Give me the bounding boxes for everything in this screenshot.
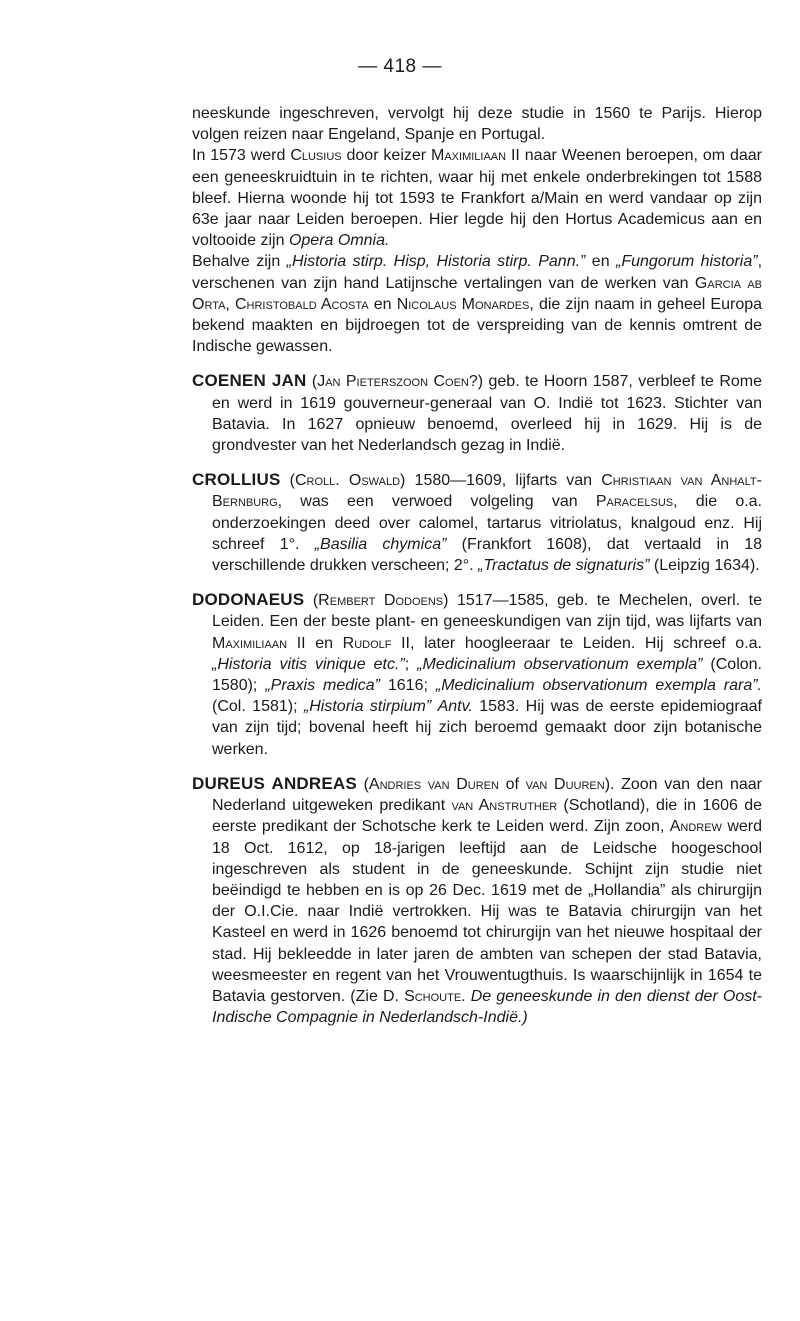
text-segment: ( bbox=[304, 592, 319, 610]
text-segment: ). Zoon van den naar Nederland uitgeweken predikant bbox=[212, 775, 762, 815]
text-segment: (Frankfort 1608), dat vertaald in 18 verschillende drukken verscheen; 2°. bbox=[212, 535, 762, 575]
book-title: „Tractatus de signaturis” bbox=[478, 557, 650, 575]
book-title: De geneeskunde in den dienst der Oost-Indische Compagnie in Nederlandsch-Indië.) bbox=[212, 987, 762, 1027]
intro-paragraph-1 bbox=[192, 103, 762, 145]
person-name: Jan Pieterszoon Coen bbox=[317, 373, 469, 391]
text-segment: die zijn naam in geheel Europa bekend maakten en bijdroegen tot de verspreiding van de kennis omtrent de Indische gewassen. bbox=[192, 295, 763, 356]
intro-text: neeskunde ingeschreven, vervolgt hij deze studie in 1560 te Parijs. Hierop volgen reizen naar Engeland, Spanje en Portugal. bbox=[192, 105, 762, 144]
text-segment: Behalve zijn bbox=[192, 253, 287, 271]
text-segment: was een verwoed volgeling van bbox=[282, 493, 596, 511]
intro-paragraph-2 bbox=[192, 145, 762, 251]
text-segment: , verschenen van zijn hand Latijnsche vertalingen van de werken van bbox=[192, 253, 763, 292]
text-segment: en bbox=[368, 295, 397, 313]
text-segment: ( bbox=[356, 775, 369, 793]
person-name: Nicolaus Monardes, bbox=[396, 295, 534, 313]
entry-dureus bbox=[192, 773, 762, 1028]
text-segment: (Colon. 1580); bbox=[212, 655, 763, 695]
person-name: Rudolf bbox=[342, 634, 392, 652]
person-name: Rembert Dodoens bbox=[318, 592, 444, 610]
entry-text bbox=[192, 589, 762, 760]
text-segment: 1616; bbox=[379, 677, 436, 695]
entry-heading: DUREUS ANDREAS bbox=[192, 773, 357, 793]
book-title: „Praxis medica” bbox=[265, 677, 380, 695]
text-segment: (Schotland), die in 1606 de eerste predikant der Schotsche kerk te Leiden werd. Zijn zoon, bbox=[212, 797, 762, 836]
book-title: „Historia stirpium” bbox=[303, 698, 432, 716]
entry-text bbox=[192, 469, 762, 576]
text-segment: (Leipzig 1634). bbox=[649, 557, 760, 575]
person-name: Maximiliaan bbox=[431, 147, 507, 165]
text-segment: ?) geb. te Hoorn 1587, verbleef te Rome en werd in 1619 gouverneur-generaal van O. Indië tot 1623. Stichter van Batavia. In 1627 opnieuw benoemd, overleed hij in 1629. Hij is de grondvester van het Nederlandsch gezag in Indië. bbox=[212, 373, 763, 455]
book-title: „Medicinalium observationum exempla rara”. bbox=[435, 677, 763, 695]
book-title: „Fungorum historia” bbox=[616, 253, 758, 271]
text-segment: ; bbox=[404, 655, 418, 673]
text-segment: II, later hoogleeraar te Leiden. Hij schreef o.a. bbox=[391, 634, 762, 652]
person-name: Maximiliaan bbox=[212, 634, 288, 652]
entry-crollius bbox=[192, 469, 762, 576]
text-segment: door keizer bbox=[341, 147, 432, 165]
text-segment: II en bbox=[287, 634, 343, 652]
person-name: Andries van Duren bbox=[368, 775, 499, 793]
person-name: Schoute. bbox=[404, 987, 466, 1005]
intro-continuation bbox=[192, 103, 762, 357]
person-name: Christiaan van Anhalt-Bernburg, bbox=[212, 472, 762, 511]
text-segment: ( bbox=[306, 373, 318, 391]
book-title: „Historia stirp. Hisp, Historia stirp. Pann.” bbox=[286, 253, 586, 271]
text-segment: of bbox=[498, 775, 526, 793]
book-title: „Historia vitis vinique etc.” bbox=[212, 655, 405, 673]
book-title: „Medicinalium observationum exempla” bbox=[417, 655, 703, 673]
text-segment: die o.a. onderzoekingen deed over calomel, tartarus vitriolatus, knalgoud enz. Hij schreef 1°. bbox=[212, 493, 763, 553]
entry-coenen bbox=[192, 370, 762, 456]
text-segment: ( bbox=[280, 472, 295, 490]
entry-dodonaeus bbox=[192, 589, 762, 760]
person-name: van Anstruther bbox=[451, 797, 558, 815]
page-number: — 418 — bbox=[358, 56, 442, 77]
entry-heading: COENEN JAN bbox=[192, 371, 307, 391]
person-name: Croll. Oswald bbox=[294, 472, 401, 490]
entry-text bbox=[192, 370, 762, 456]
text-segment: en bbox=[585, 253, 616, 271]
book-title: „Basilia chymica” bbox=[314, 535, 447, 553]
person-name: Andrew bbox=[669, 818, 722, 836]
text-segment: ) 1517—1585, geb. te Mechelen, overl. te Leiden. Een der beste plant- en geneeskundigen van zijn tijd, was lijfarts van bbox=[212, 592, 762, 631]
text-segment: (Col. 1581); bbox=[212, 698, 304, 716]
person-name: Clusius bbox=[290, 147, 342, 165]
text-segment: II naar Weenen beroepen, om daar een geneeskruidtuin in te richten, waar hij met enkele onderbrekingen tot 1588 bleef. Hierna woonde hij tot 1593 te Frankfort a/Main en werd vandaar op zijn 63e jaar naar Leiden beroepen. Hier legde hij den Hortus Academicus aan en voltooide zijn bbox=[192, 147, 763, 250]
text-segment: 1583. Hij was de eerste epidemiograaf van zijn tijd; bovenal heeft hij zich beroemd gemaakt door zijn botanische werken. bbox=[212, 698, 762, 758]
entry-heading: DODONAEUS bbox=[192, 590, 305, 610]
person-name: van Duuren bbox=[525, 775, 605, 793]
entry-text bbox=[192, 773, 762, 1028]
book-title: Opera Omnia. bbox=[288, 232, 390, 250]
intro-paragraph-3 bbox=[192, 251, 762, 357]
page-content bbox=[192, 103, 762, 1028]
person-name: Paracelsus, bbox=[595, 493, 678, 511]
person-name: Garcia ab Orta, Christobald Acosta bbox=[192, 274, 763, 313]
text-segment: werd 18 Oct. 1612, op 18-jarigen leeftijd aan de Leidsche hoogeschool ingeschreven als student in de geneeskunde. Schijnt zijn studie niet beëindigd te hebben en is op 26 Dec. 1619 met de „Hollandia” als chirurgijn der O.I.Cie. naar Indië vertrokken. Hij was te Batavia chirurgijn van het Kasteel en werd in 1626 benoemd tot chirurgijn van het nieuwe hospitaal der stad. Hij bekleedde in later jaren de ambten van schepen der stad Batavia, weesmeester en regent van het Vrouwentugthuis. Is waarschijnlijk in 1654 te Batavia gestorven. (Zie D. bbox=[212, 818, 763, 1005]
text-segment: In 1573 werd bbox=[192, 147, 291, 165]
place-abbreviation: Antv. bbox=[437, 698, 473, 716]
text-segment: ) 1580—1609, lijfarts van bbox=[400, 472, 602, 490]
entry-heading: CROLLIUS bbox=[192, 470, 281, 490]
